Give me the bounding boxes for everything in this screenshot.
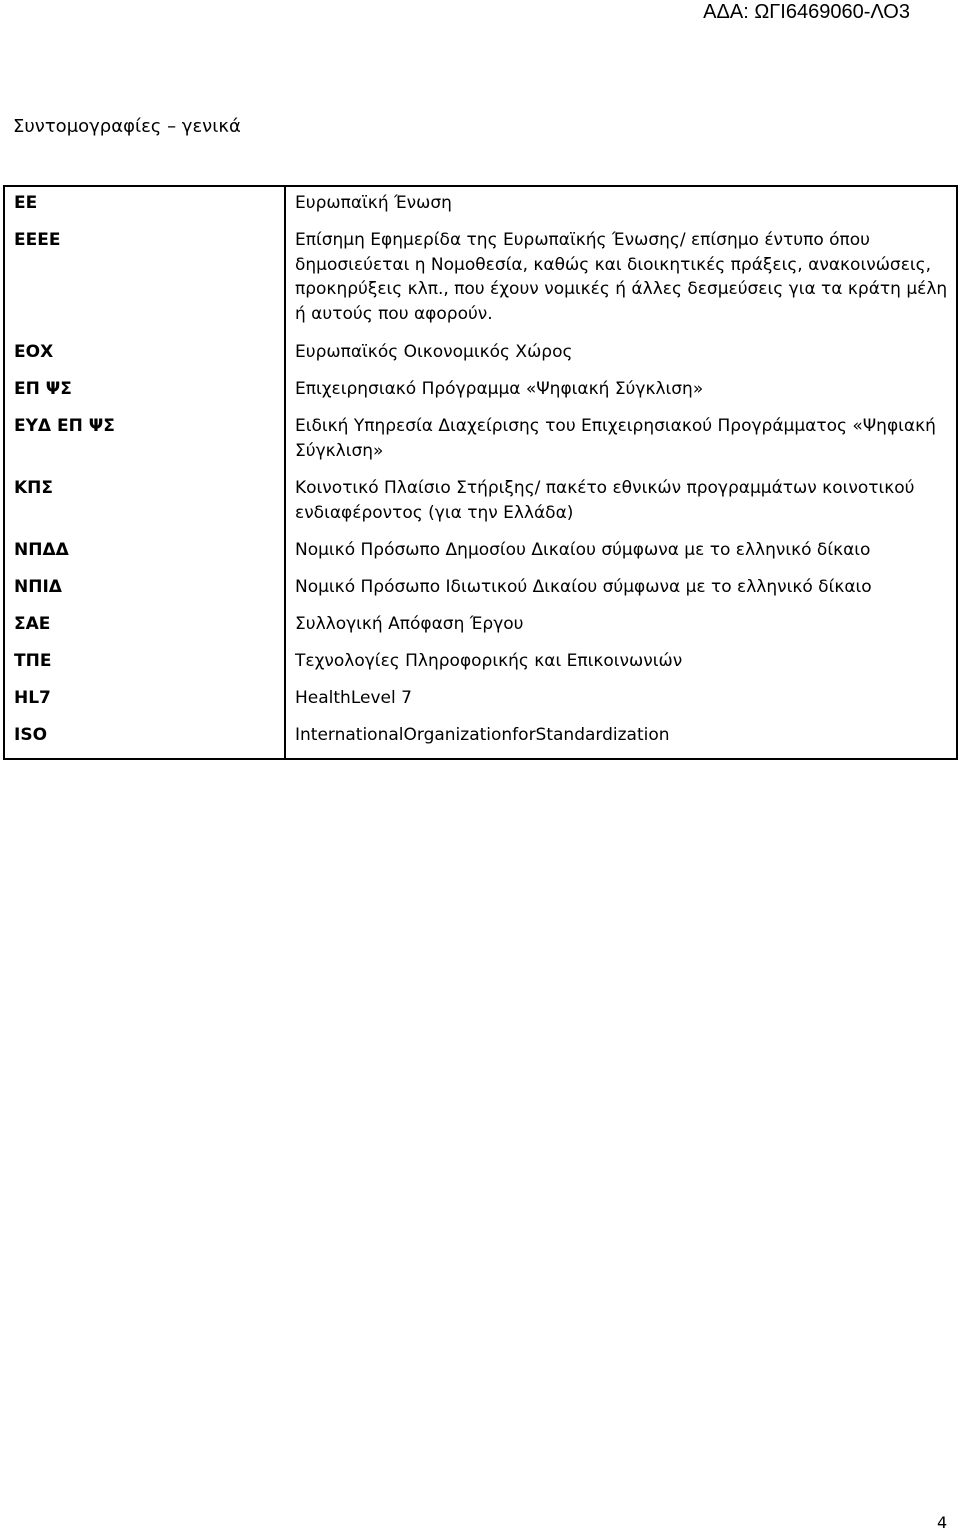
abbreviation-description: Κοινοτικό Πλαίσιο Στήριξης/ πακέτο εθνικών προγραμμάτων κοινοτικού ενδιαφέροντος (για την Ελλάδα) [295, 478, 915, 523]
abbreviation-code: ISO [14, 725, 48, 745]
abbreviation-code: ΚΠΣ [14, 478, 54, 498]
section-title: Συντομογραφίες – γενικά [13, 116, 241, 137]
abbreviation-description: Ειδική Υπηρεσία Διαχείρισης του Επιχειρησιακού Προγράμματος «Ψηφιακή Σύγκλιση» [295, 416, 936, 461]
abbreviation-code: ΝΠΙΔ [14, 577, 62, 597]
abbreviation-description: Ευρωπαϊκός Οικονομικός Χώρος [295, 342, 573, 362]
ada-header: ΑΔΑ: ΩΓΙ6469060-ΛΟ3 [703, 1, 910, 23]
abbreviations-table [3, 185, 958, 760]
abbreviation-description: Επιχειρησιακό Πρόγραμμα «Ψηφιακή Σύγκλιση» [295, 379, 704, 399]
abbreviation-code: ΕΕ [14, 193, 38, 213]
abbreviation-code: ΣΑΕ [14, 614, 51, 634]
abbreviation-code: ΤΠΕ [14, 651, 52, 671]
column-divider [284, 187, 286, 758]
abbreviation-code: ΝΠΔΔ [14, 540, 69, 560]
abbreviation-description: Νομικό Πρόσωπο Δημοσίου Δικαίου σύμφωνα με το ελληνικό δίκαιο [295, 540, 871, 560]
abbreviation-description: Νομικό Πρόσωπο Ιδιωτικού Δικαίου σύμφωνα με το ελληνικό δίκαιο [295, 577, 872, 597]
abbreviation-description: InternationalOrganizationforStandardization [295, 725, 670, 745]
abbreviation-code: HL7 [14, 688, 51, 708]
abbreviation-code: ΕΕΕΕ [14, 230, 61, 250]
abbreviation-description: HealthLevel 7 [295, 688, 412, 708]
abbreviation-description: Επίσημη Εφημερίδα της Ευρωπαϊκής Ένωσης/ επίσημο έντυπο όπου δημοσιεύεται η Νομοθεσία, καθώς και διοικητικές πράξεις, ανακοινώσεις, προκηρύξεις κλπ., που έχουν νομικές ή άλλες δεσμεύσεις για τα κράτη μέλη ή αυτούς που αφορούν. [295, 230, 948, 324]
abbreviation-description: Ευρωπαϊκή Ένωση [295, 193, 452, 213]
abbreviation-description: Συλλογική Απόφαση Έργου [295, 614, 524, 634]
abbreviation-description: Τεχνολογίες Πληροφορικής και Επικοινωνιών [295, 651, 683, 671]
page-number: 4 [937, 1513, 948, 1532]
abbreviation-code: ΕΟΧ [14, 342, 54, 362]
abbreviation-code: ΕΠ ΨΣ [14, 379, 72, 399]
abbreviation-code: ΕΥΔ ΕΠ ΨΣ [14, 416, 115, 436]
